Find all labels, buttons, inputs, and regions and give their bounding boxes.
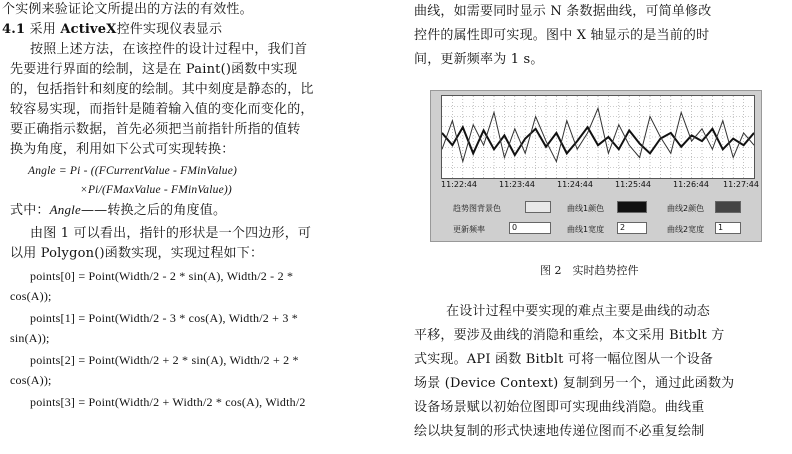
time-label: 11:26:44 — [673, 180, 709, 189]
trend-control-figure — [430, 90, 762, 242]
intro-line: 个实例来验证论文所提出的方法的有效性。 — [2, 2, 253, 17]
code-line: points[0] = Point(Width/2 - 2 * sin(A), Width/2 - 2 * — [30, 269, 294, 283]
refresh-input[interactable]: 0 — [509, 222, 551, 234]
time-label: 11:24:44 — [557, 180, 593, 189]
curve2-color-label: 曲线2颜色 — [667, 204, 705, 213]
where-description: ——转换之后的角度值。 — [80, 203, 227, 218]
code-line: points[2] = Point(Width/2 + 2 * sin(A), Width/2 + 2 * — [30, 353, 299, 367]
figure-caption: 图 2 实时趋势控件 — [540, 264, 639, 277]
refresh-label: 更新频率 — [453, 225, 485, 234]
section-heading — [2, 22, 222, 38]
code-line: points[1] = Point(Width/2 - 3 * cos(A), Width/2 + 3 * — [30, 311, 298, 325]
code-line: cos(A)); — [10, 289, 52, 303]
right-body-line: 绘以块复制的形式快速地传递位图而不必重复绘制 — [414, 424, 705, 439]
formula-line-1: Angle = Pi - ((FCurrentValue - FMinValue) — [28, 165, 238, 177]
section-number: 4.1 — [2, 22, 26, 37]
where-prefix: 式中： — [10, 203, 50, 218]
section-pre: 采用 — [29, 22, 56, 37]
para1-line: 较容易实现，而指针是随着输入值的变化而变化的， — [10, 102, 314, 117]
right-body-line: 在设计过程中要实现的难点主要是曲线的动态 — [446, 304, 711, 319]
time-label: 11:22:44 — [441, 180, 477, 189]
curve2-color-swatch[interactable] — [715, 201, 741, 213]
trend-chart — [442, 96, 754, 178]
right-top-line: 控件的属性即可实现。图中 X 轴显示的是当前的时 — [414, 28, 710, 43]
para1-line: 换为角度，利用如下公式可实现转换： — [10, 142, 235, 157]
code-line: points[3] = Point(Width/2 + Width/2 * cos(A), Width/2 — [30, 395, 306, 409]
time-label: 11:25:44 — [615, 180, 651, 189]
para1-line: 先要进行界面的绘制，这是在 Paint()函数中实现 — [10, 62, 298, 77]
para2-line: 由图 1 可以看出，指针的形状是一个四边形，可 — [30, 226, 312, 241]
formula-line-2: ×Pi/(FMaxValue - FMinValue)) — [80, 184, 232, 196]
bg-color-swatch[interactable] — [525, 201, 551, 213]
curve1-width-label: 曲线1宽度 — [567, 225, 605, 234]
right-top-line: 曲线，如需要同时显示 N 条数据曲线，可简单修改 — [414, 4, 712, 19]
code-line: sin(A)); — [10, 331, 50, 345]
curve2-width-input[interactable]: 1 — [715, 222, 741, 234]
curve2-width-label: 曲线2宽度 — [667, 225, 705, 234]
code-line: cos(A)); — [10, 373, 52, 387]
para2-line: 以用 Polygon()函数实现，实现过程如下： — [10, 246, 264, 261]
right-body-line: 式实现。API 函数 Bitblt 可将一幅位图从一个设备 — [414, 352, 714, 367]
curve1-color-label: 曲线1颜色 — [567, 204, 605, 213]
right-top-line: 间，更新频率为 1 s。 — [414, 52, 544, 67]
where-variable: Angle — [49, 202, 81, 217]
curve1-color-swatch[interactable] — [617, 201, 647, 213]
section-post: 控件实现仪表显示 — [116, 22, 223, 37]
right-body-line: 场景 (Device Context) 复制到另一个，通过此函数为 — [414, 376, 735, 391]
trend-plot-area — [441, 95, 755, 179]
para1-line: 的，包括指针和刻度的绘制。其中刻度是静态的，比 — [10, 82, 314, 97]
section-bold: ActiveX — [60, 22, 117, 37]
para1-line: 要正确指示数据，首先必须把当前指针所指的值转 — [10, 122, 301, 137]
right-body-line: 设备场景赋以初始位图即可实现曲线消隐。曲线重 — [414, 400, 705, 415]
bg-color-label: 趋势图背景色 — [453, 204, 501, 213]
formula-where — [10, 202, 226, 219]
time-label: 11:23:44 — [499, 180, 535, 189]
para1-line: 按照上述方法，在该控件的设计过程中，我们首 — [30, 42, 308, 57]
right-body-line: 平移，要涉及曲线的消隐和重绘，本文采用 Bitblt 方 — [414, 328, 725, 343]
time-label: 11:27:44 — [723, 180, 759, 189]
curve1-width-input[interactable]: 2 — [617, 222, 647, 234]
